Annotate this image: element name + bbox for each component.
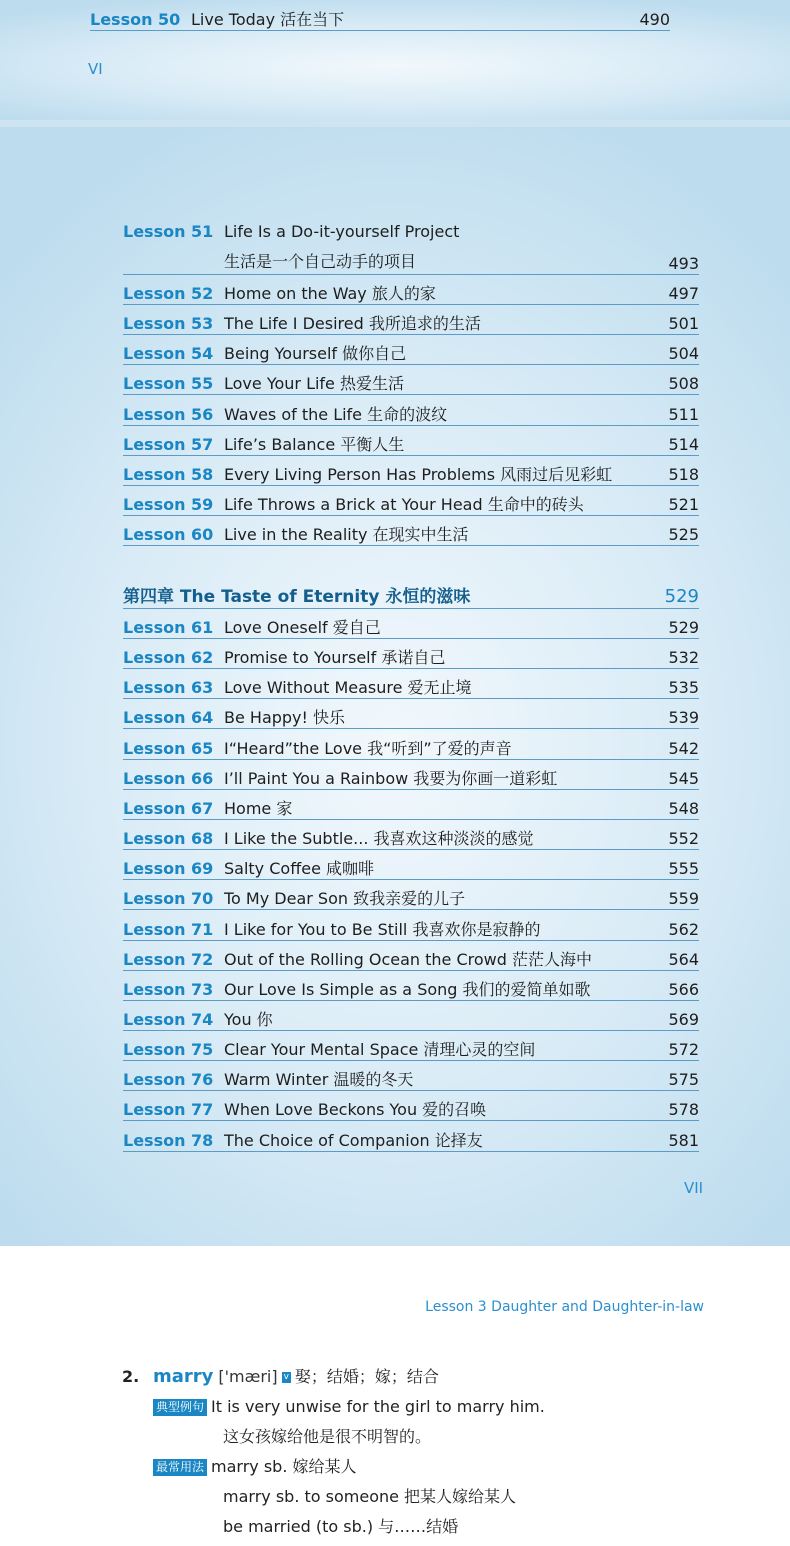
lesson-title: Be Happy! 快乐: [224, 708, 346, 728]
lesson-number: Lesson 77: [123, 1100, 214, 1120]
lesson-page: 552: [668, 829, 699, 849]
lesson-number: Lesson 51: [123, 222, 214, 241]
entry-head-line: [122, 1362, 722, 1392]
lesson-page: 581: [668, 1130, 699, 1150]
lesson-page: 548: [668, 798, 699, 818]
lesson-page: 562: [668, 919, 699, 939]
lesson-title: Out of the Rolling Ocean the Crowd 茫茫人海中: [224, 949, 592, 969]
toc-row: [123, 489, 699, 516]
vocab-page: [0, 1246, 790, 1546]
lesson-number: Lesson 70: [123, 889, 214, 909]
toc-row: [123, 642, 699, 669]
toc-row: [123, 853, 699, 880]
lesson-page: 564: [668, 949, 699, 969]
lesson-number: Lesson 62: [123, 648, 214, 668]
lesson-number: Lesson 76: [123, 1070, 214, 1090]
phonetic: ['mæri]: [218, 1367, 278, 1386]
lesson-page: 572: [668, 1040, 699, 1060]
example-tag: 典型例句: [153, 1399, 207, 1416]
lesson-page: 504: [668, 344, 699, 364]
lesson-title: Live in the Reality 在现实中生活: [224, 525, 469, 545]
lesson-title: Life Throws a Brick at Your Head 生命中的砖头: [224, 495, 584, 515]
toc-row: [123, 338, 699, 365]
lesson-title: You 你: [224, 1009, 273, 1029]
toc-row: [123, 823, 699, 850]
usage-item: marry sb. to someone 把某人嫁给某人: [223, 1487, 517, 1506]
lesson-title: Our Love Is Simple as a Song 我们的爱简单如歌: [224, 979, 591, 999]
toc-row: [123, 1034, 699, 1061]
toc-row: [123, 883, 699, 910]
lesson-title-zh: 生活是一个自己动手的项目: [224, 252, 417, 271]
toc-row: [123, 308, 699, 335]
lesson-number: Lesson 65: [123, 738, 214, 758]
lesson-title: Being Yourself 做你自己: [224, 344, 407, 364]
toc-row: [123, 672, 699, 699]
lesson-title: Life’s Balance 平衡人生: [224, 434, 405, 454]
toc-row: [123, 1064, 699, 1091]
lesson-number: Lesson 56: [123, 404, 214, 424]
page-folio: VI: [88, 60, 103, 78]
pos-badge: v: [283, 1371, 289, 1382]
lesson-page: 514: [668, 434, 699, 454]
lesson-number: Lesson 64: [123, 708, 214, 728]
toc-row: [123, 459, 699, 486]
usage-tag: 最常用法: [153, 1459, 207, 1476]
lesson-title: I Like the Subtle... 我喜欢这种淡淡的感觉: [224, 829, 534, 849]
lesson-number: Lesson 60: [123, 525, 214, 545]
lesson-title: Home on the Way 旅人的家: [224, 284, 436, 303]
lesson-title: [224, 222, 649, 274]
lesson-page: 569: [668, 1009, 699, 1029]
lesson-number: Lesson 54: [123, 344, 214, 364]
lesson-title: The Life I Desired 我所追求的生活: [224, 314, 481, 334]
running-head: Lesson 3 Daughter and Daughter-in-law: [425, 1299, 704, 1315]
lesson-number: Lesson 50: [90, 10, 181, 29]
lesson-title: Live Today 活在当下: [191, 10, 345, 29]
lesson-number: Lesson 73: [123, 979, 214, 999]
lesson-page: 497: [668, 284, 699, 303]
lesson-title: I Like for You to Be Still 我喜欢你是寂静的: [224, 919, 541, 939]
lesson-title: To My Dear Son 致我亲爱的儿子: [224, 889, 466, 909]
lesson-title: The Choice of Companion 论择友: [224, 1130, 483, 1150]
toc-page-vii: [0, 127, 790, 1246]
lesson-page: 532: [668, 648, 699, 668]
page-folio: VII: [684, 1179, 704, 1197]
toc-row: [123, 612, 699, 639]
lesson-number: Lesson 55: [123, 374, 214, 394]
lesson-page: 493: [668, 254, 699, 273]
example-en: It is very unwise for the girl to marry him.: [211, 1397, 545, 1416]
lesson-page: 490: [639, 10, 670, 29]
lesson-number: Lesson 61: [123, 618, 214, 637]
toc-row: [123, 429, 699, 456]
lesson-page: 545: [668, 768, 699, 788]
meaning: 娶；结婚；嫁；结合: [294, 1367, 439, 1386]
lesson-number: Lesson 78: [123, 1130, 214, 1150]
lesson-number: Lesson 59: [123, 495, 214, 515]
lesson-number: Lesson 52: [123, 284, 214, 303]
lesson-page: 508: [668, 374, 699, 394]
toc-row: [123, 1094, 699, 1121]
toc-row: [123, 914, 699, 941]
lesson-page: 578: [668, 1100, 699, 1120]
lesson-title: Home 家: [224, 798, 293, 818]
toc-row: [123, 278, 699, 305]
chapter-title: 第四章 The Taste of Eternity 永恒的滋味: [123, 587, 471, 607]
lesson-page: 511: [668, 404, 699, 424]
lesson-page: 575: [668, 1070, 699, 1090]
toc-row: [123, 793, 699, 820]
lesson-number: Lesson 57: [123, 434, 214, 454]
toc-row-lesson-50: [90, 4, 670, 31]
lesson-number: Lesson 75: [123, 1040, 214, 1060]
toc-page-vi: [0, 0, 790, 120]
lesson-title: Salty Coffee 咸咖啡: [224, 859, 374, 879]
toc-row: [123, 763, 699, 790]
toc-row: [123, 1125, 699, 1152]
lesson-number: Lesson 58: [123, 464, 214, 484]
toc-row: [123, 944, 699, 971]
lesson-number: Lesson 74: [123, 1009, 214, 1029]
example-translation-line: [122, 1422, 722, 1452]
lesson-title: Promise to Yourself 承诺自己: [224, 648, 446, 668]
toc-row: [123, 974, 699, 1001]
lesson-page: 529: [668, 618, 699, 637]
toc-row-lesson-51: [123, 222, 699, 275]
usage-item: marry sb. 嫁给某人: [211, 1457, 357, 1476]
chapter-heading: [123, 582, 699, 609]
toc-row: [123, 368, 699, 395]
usage-item: be married (to sb.) 与……结婚: [223, 1517, 459, 1536]
lesson-page: 539: [668, 708, 699, 728]
lesson-title: When Love Beckons You 爱的召唤: [224, 1100, 487, 1120]
lesson-title: I’ll Paint You a Rainbow 我要为你画一道彩虹: [224, 768, 558, 788]
lesson-title: I“Heard”the Love 我“听到”了爱的声音: [224, 738, 512, 758]
lesson-title: Every Living Person Has Problems 风雨过后见彩虹: [224, 464, 613, 484]
lesson-page: 559: [668, 889, 699, 909]
lesson-page: 566: [668, 979, 699, 999]
lesson-page: 555: [668, 859, 699, 879]
usage-line: [122, 1482, 722, 1512]
lesson-title: Love Oneself 爱自己: [224, 618, 381, 637]
example-line: [122, 1392, 722, 1422]
page-gap: [0, 120, 790, 127]
lesson-number: Lesson 67: [123, 798, 214, 818]
usage-line: [122, 1512, 722, 1542]
lesson-title: Love Without Measure 爱无止境: [224, 678, 472, 698]
lesson-page: 525: [668, 525, 699, 545]
toc-row: [123, 399, 699, 426]
lesson-number: Lesson 68: [123, 829, 214, 849]
lesson-title: Love Your Life 热爱生活: [224, 374, 404, 394]
toc-row: [123, 519, 699, 546]
usage-line: [122, 1452, 722, 1482]
example-zh: 这女孩嫁给他是很不明智的。: [223, 1427, 432, 1446]
lesson-page: 535: [668, 678, 699, 698]
vocab-entry: [122, 1362, 722, 1542]
lesson-number: Lesson 66: [123, 768, 214, 788]
toc-row: [123, 1004, 699, 1031]
chapter-page: 529: [664, 586, 699, 607]
lesson-page: 518: [668, 464, 699, 484]
lesson-title: Warm Winter 温暖的冬天: [224, 1070, 414, 1090]
lesson-page: 542: [668, 738, 699, 758]
lesson-title-en: Life Is a Do-it-yourself Project: [224, 222, 460, 241]
toc-row: [123, 733, 699, 760]
lesson-number: Lesson 53: [123, 314, 214, 334]
lesson-title: Waves of the Life 生命的波纹: [224, 404, 448, 424]
entry-number: 2.: [122, 1367, 140, 1386]
lesson-page: 521: [668, 495, 699, 515]
toc-row: [123, 702, 699, 729]
lesson-number: Lesson 69: [123, 859, 214, 879]
lesson-number: Lesson 72: [123, 949, 214, 969]
lesson-title: Clear Your Mental Space 清理心灵的空间: [224, 1040, 536, 1060]
lesson-number: Lesson 63: [123, 678, 214, 698]
lesson-page: 501: [668, 314, 699, 334]
lesson-number: Lesson 71: [123, 919, 214, 939]
headword: marry: [153, 1366, 214, 1387]
